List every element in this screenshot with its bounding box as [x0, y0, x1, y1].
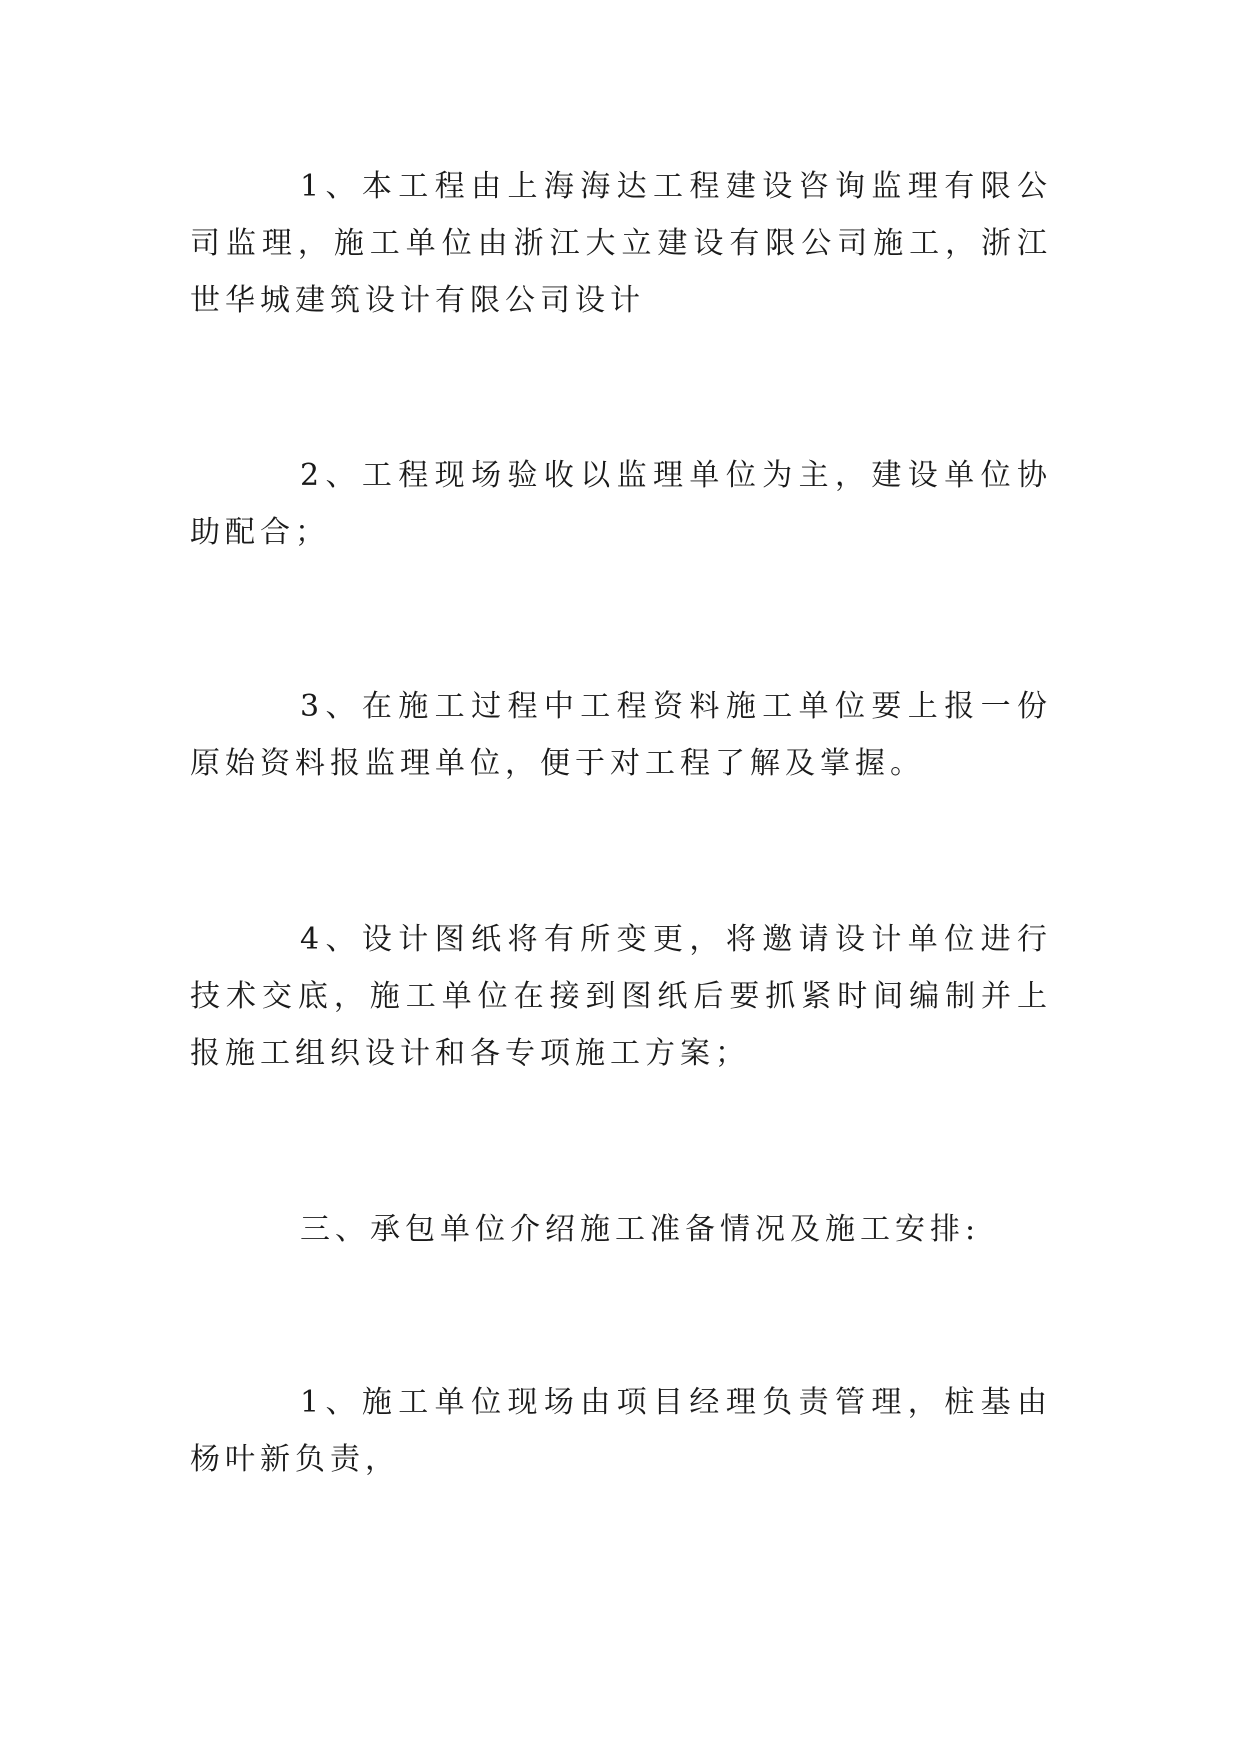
paragraph-design-changes: 4、设计图纸将有所变更，将邀请设计单位进行技术交底，施工单位在接到图纸后要抓紧时间编制并上报施工组织设计和各专项施工方案；: [190, 922, 1052, 1071]
paragraph-site-management: 1、施工单位现场由项目经理负责管理，桩基由杨叶新负责，: [190, 1385, 1052, 1477]
section-heading-contractor: 三、承包单位介绍施工准备情况及施工安排:: [300, 1212, 981, 1247]
paragraph-documentation: 3、在施工过程中工程资料施工单位要上报一份原始资料报监理单位，便于对工程了解及掌握。: [190, 689, 1052, 781]
paragraph-supervision-info: 1、本工程由上海海达工程建设咨询监理有限公司监理，施工单位由浙江大立建设有限公司施工，浙江世华城建筑设计有限公司设计: [190, 169, 1052, 318]
paragraph-acceptance: 2、工程现场验收以监理单位为主，建设单位协助配合；: [190, 458, 1052, 550]
